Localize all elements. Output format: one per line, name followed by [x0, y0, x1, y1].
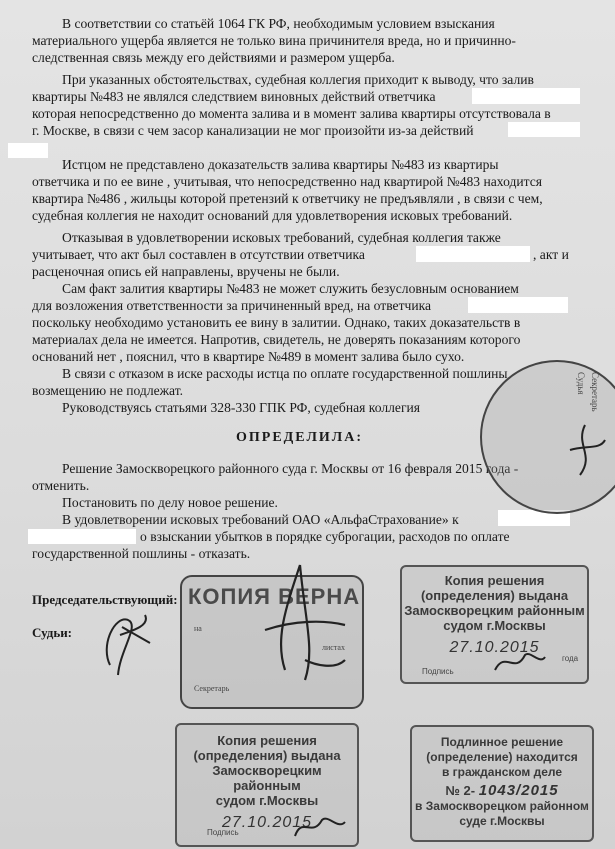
redaction [468, 297, 568, 313]
stamp-small-text: на [194, 624, 202, 633]
copy-true-text: КОПИЯ ВЕРНА [188, 584, 361, 609]
redaction [472, 88, 580, 104]
redaction [416, 246, 530, 262]
stamp-line: Подлинное решение [440, 735, 564, 749]
text-line: Руководствуясь статьями 328-330 ГПК РФ, судебная коллегия [62, 400, 421, 415]
stamp-date: 27.10.2015 [449, 639, 540, 656]
text-line: В соответствии со статьёй 1064 ГК РФ, необходимым условием взыскания [62, 16, 495, 31]
text-line: При указанных обстоятельствах, судебная коллегия приходит к выводу, что залив [62, 72, 534, 87]
case-prefix: № 2- [445, 783, 476, 798]
text-line: В удовлетворении исковых требований ОАО «АльфаСтрахование» к [62, 512, 459, 527]
text-line: материалах дела не имеется. Напротив, свидетель, не доверять показаниям которого [32, 332, 521, 347]
stamp-line: (определение) находится [426, 750, 578, 764]
text-line: которая непосредственно до момента залива и в момент залива квартиры отсутствовала в [32, 106, 551, 121]
text-line: В связи с отказом в иске расходы истца по оплате государственной пошлины [62, 366, 508, 381]
stamp-line: в гражданском деле [441, 765, 563, 779]
text-line: квартира №486 , жильцы которой претензий к ответчику не предъявляли , в связи с чем, [32, 191, 543, 206]
stamp-line: (определения) выдана [193, 748, 341, 763]
presiding-signature [245, 560, 355, 690]
redaction [28, 529, 136, 544]
text-line: оснований нет , пояснил, что в квартире №489 в момент залива было сухо. [32, 349, 465, 364]
text-line: учитывает, что акт был составлен в отсутствии ответчика [32, 247, 365, 262]
original-location-stamp [410, 725, 594, 842]
stamp-date: 27.10.2015 [221, 814, 313, 831]
judge-signature [90, 605, 160, 680]
text-line: квартиры №483 не являлся следствием виновных действий ответчика [32, 89, 436, 104]
stamp-line: (определения) выдана [420, 588, 569, 603]
stamp-line: судом г.Москвы [215, 793, 319, 808]
stamp-line: Замоскворецким районным [404, 603, 585, 618]
stamp-line: Копия решения [217, 733, 317, 748]
case-number: 1043/2015 [478, 782, 559, 799]
stamp-small-text: Подпись [422, 667, 454, 676]
text-line: отменить. [32, 478, 90, 493]
text-line: материального ущерба является не только вина причинителя вреда, но и причинно- [32, 33, 516, 48]
text-line: , акт и [533, 247, 569, 262]
judges-label: Судьи: [32, 625, 73, 640]
heading: ОПРЕДЕЛИЛА: [236, 430, 363, 445]
stamp-line: судом г.Москвы [443, 618, 546, 633]
text-line: судебная коллегия не находит оснований для удовлетворения исковых требований. [32, 208, 513, 223]
text-line: следственная связь между его действиями и размером ущерба. [32, 50, 395, 65]
text-line: поскольку необходимо установить ее вину в залитии. Однако, таких доказательств в [32, 315, 521, 330]
text-line: Постановить по делу новое решение. [62, 495, 278, 510]
text-line: Истцом не представлено доказательств залива квартиры №483 из квартиры [62, 157, 499, 172]
stamp-small-text: года [562, 654, 579, 663]
text-line: расценочная опись ей направлены, вручены не были. [32, 264, 340, 279]
text-line: Сам факт залития квартиры №483 не может служить безусловным основанием [62, 281, 519, 296]
text-line: г. Москве, в связи с чем засор канализации не мог произойти из-за действий [32, 123, 474, 138]
issued-signature [490, 645, 550, 680]
redaction [508, 122, 580, 137]
stamp-small-text: Подпись [207, 828, 239, 837]
stamp-small-text: листах [322, 643, 345, 652]
text-line: о взыскании убытков в порядке суброгации, расходов по оплате [140, 529, 510, 544]
redaction [8, 143, 48, 158]
text-line: Отказывая в удовлетворении исковых требований, судебная коллегия также [62, 230, 501, 245]
seal-signature [560, 420, 610, 480]
edge-text: Судья [576, 372, 586, 395]
presiding-label: Председательствующий: [32, 592, 178, 607]
issued-signature-2 [290, 808, 350, 843]
stamp-small-text: Секретарь [194, 684, 230, 693]
text-line: возмещению не подлежат. [32, 383, 184, 398]
edge-text: Секретарь [590, 372, 600, 412]
stamp-line: Копия решения [444, 573, 545, 588]
stamp-line: суде г.Москвы [459, 814, 545, 828]
stamp-line: в Замоскворецком районном [415, 799, 589, 813]
text-line: ответчика и по ее вине , учитывая, что непосредственно над квартирой №483 находится [32, 174, 543, 189]
stamp-line: Замоскворецким районным [212, 763, 322, 793]
text-line: Решение Замоскворецкого районного суда г. Москвы от 16 февраля 2015 года - [62, 461, 519, 476]
text-line: государственной пошлины - отказать. [32, 546, 251, 561]
text-line: для возложения ответственности за причиненный вред, на ответчика [32, 298, 432, 313]
